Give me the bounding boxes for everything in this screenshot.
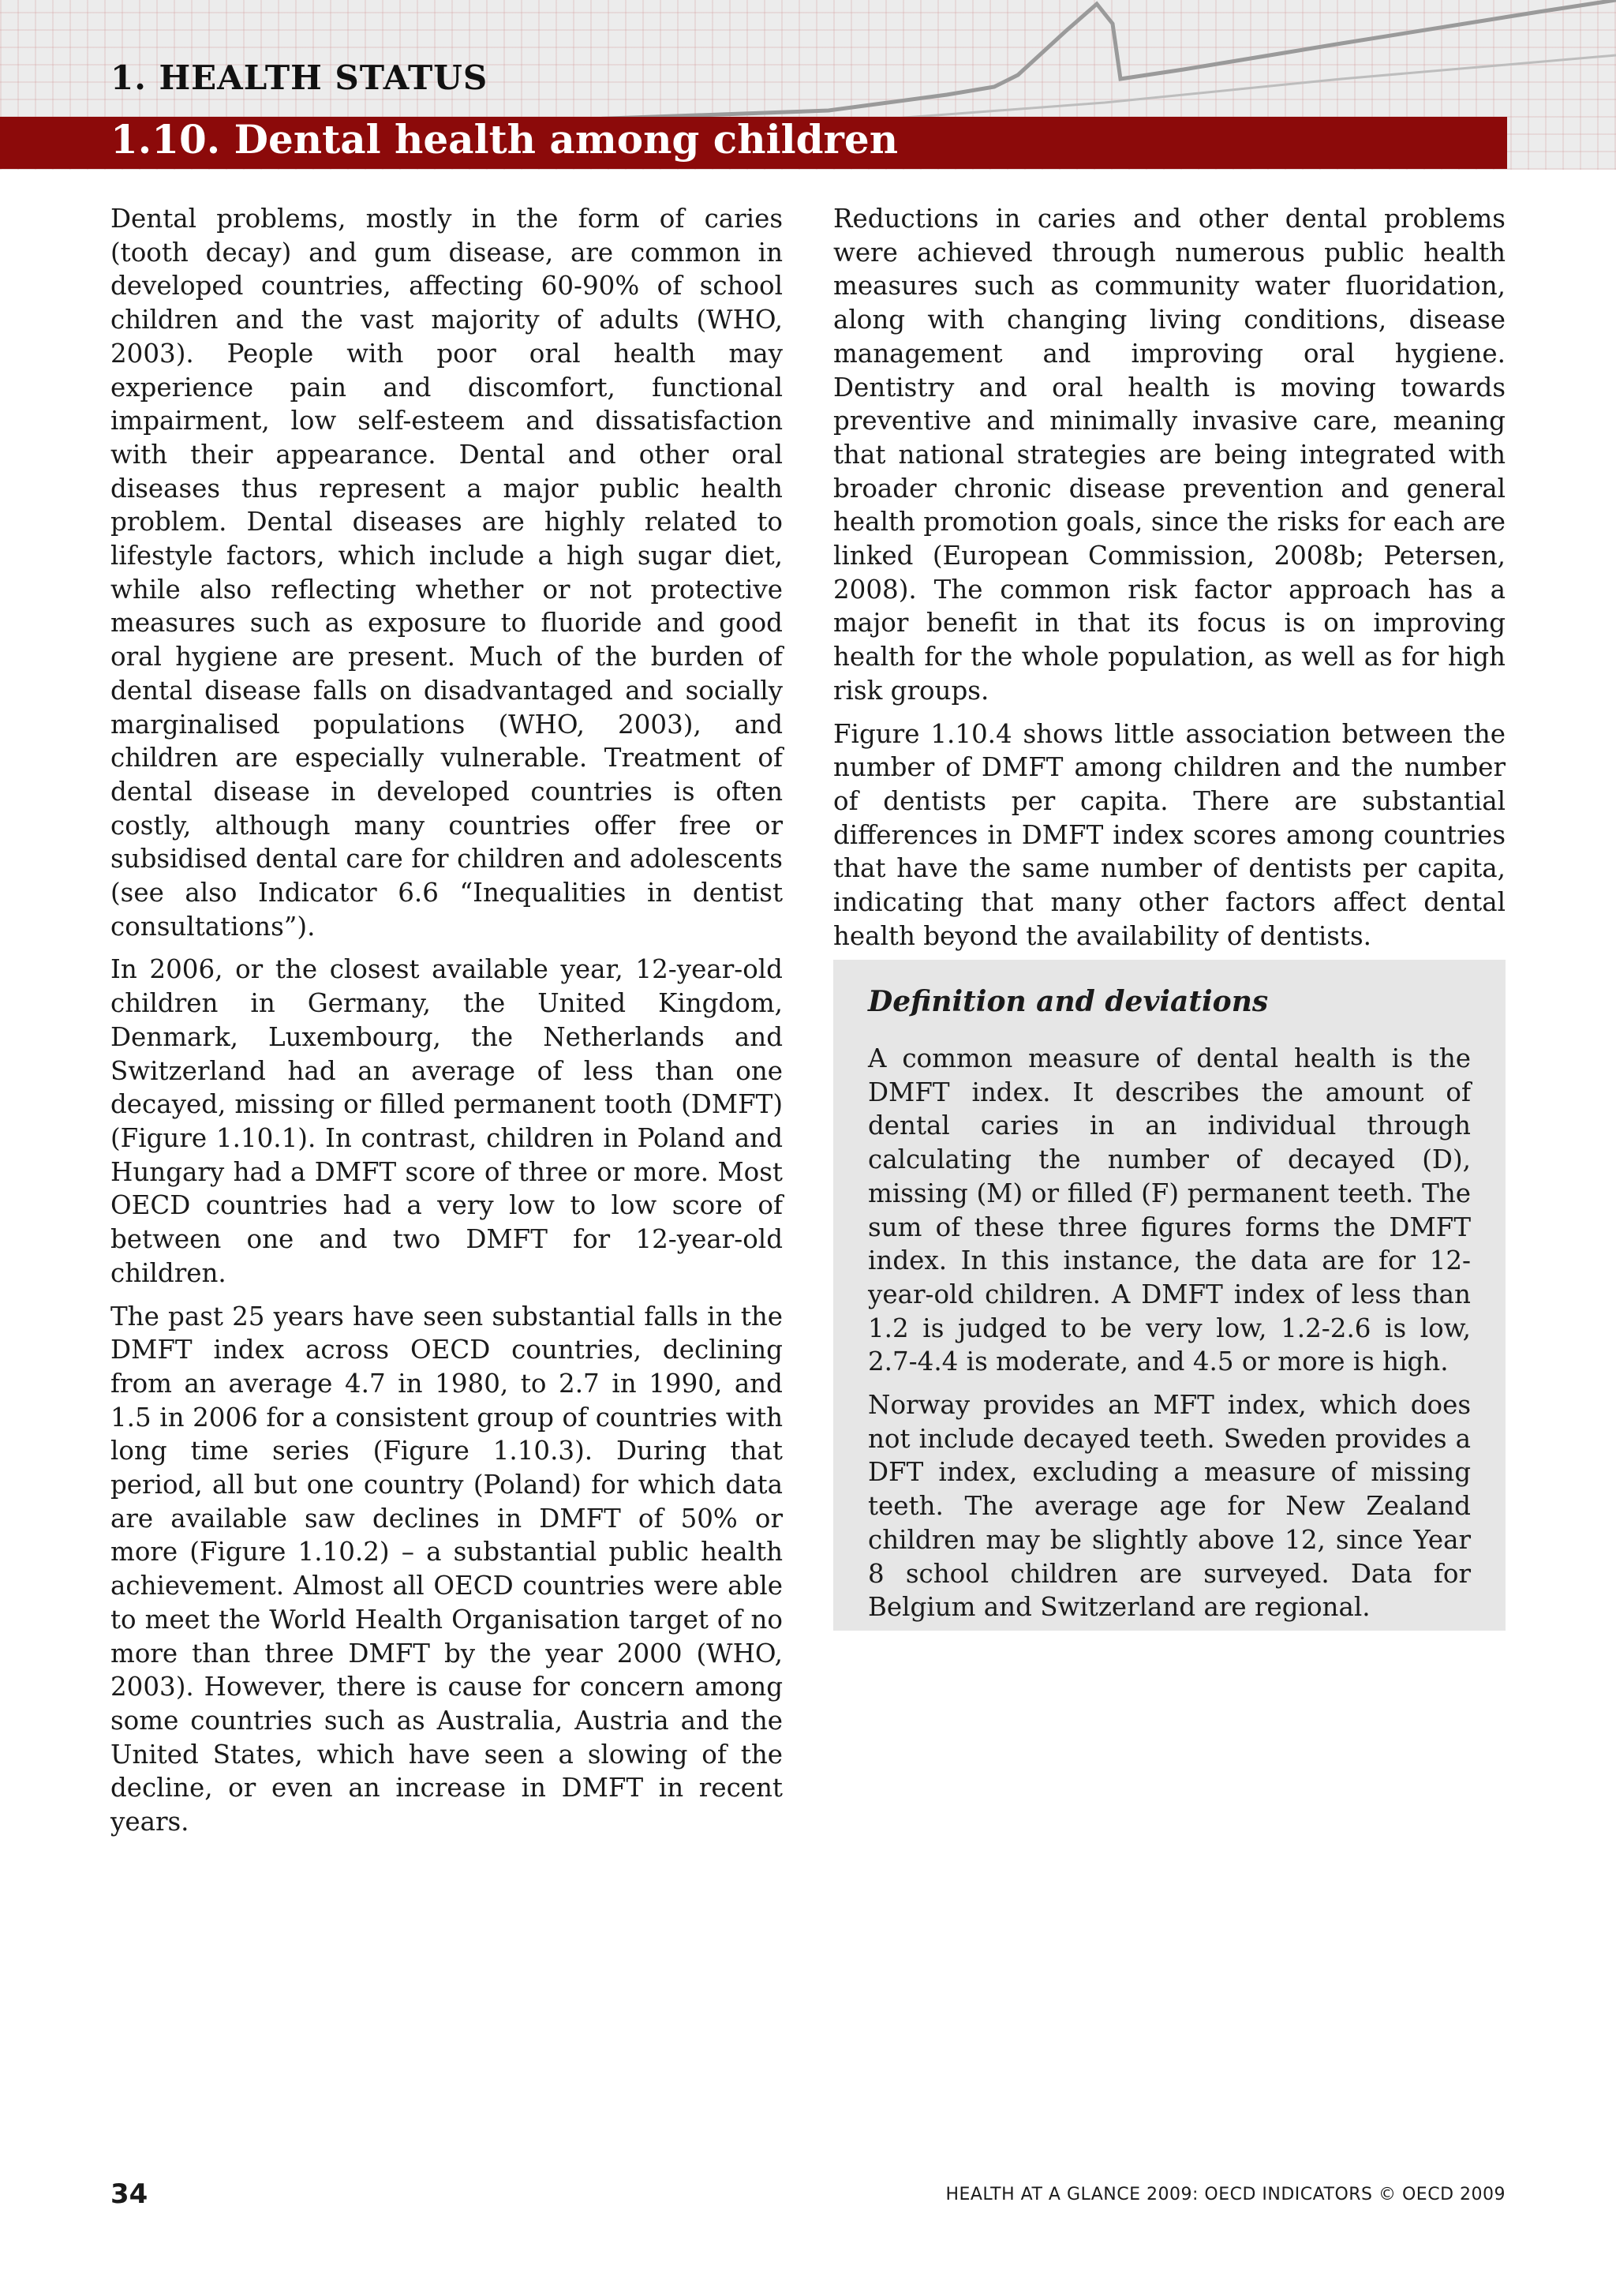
definition-box-title: Definition and deviations xyxy=(868,985,1269,1018)
right-column xyxy=(833,202,1506,962)
definition-box xyxy=(833,960,1506,1631)
body-paragraph: The past 25 years have seen substantial falls in the DMFT index across OECD countries, declining from an average 4.7 in 1980, to 2.7 in 1990, and 1.5 in 2006 for a consistent group of countries with long time series (Figure 1.10.3). During that period, all but one country (Poland) for which data are available saw declines in DMFT of 50% or more (Figure 1.10.2) – a substantial public health achievement. Almost all OECD countries were able to meet the World Health Organisation target of no more than three DMFT by the year 2000 (WHO, 2003). However, there is cause for concern among some countries such as Australia, Austria and the United States, which have seen a slowing of the decline, or even an increase in DMFT in recent years. xyxy=(110,1301,783,1837)
page-number: 34 xyxy=(110,2178,148,2210)
body-paragraph: Dental problems, mostly in the form of caries (tooth decay) and gum disease, are common in developed countries, affecting 60-90% of school children and the vast majority of adults (WHO, 2003). People with poor oral health may experience pain and discomfort, functional impairment, low self-esteem and dissatisfaction with their appearance. Dental and other oral diseases thus represent a major public health problem. Dental diseases are highly related to lifestyle factors, which include a high sugar diet, while also reflecting whether or not protective measures such as exposure to fluoride and good oral hygiene are present. Much of the burden of dental disease falls on disadvantaged and socially marginalised populations (WHO, 2003), and children are especially vulnerable. Treatment of dental disease in developed countries is often costly, although many countries offer free or subsidised dental care for children and adolescents (see also Indicator 6.6 “Inequalities in dentist consultations”). xyxy=(110,204,783,942)
section-label: 1. HEALTH STATUS xyxy=(110,58,488,97)
page-title: 1.10. Dental health among children xyxy=(110,116,899,163)
body-paragraph: Figure 1.10.4 shows little association between the number of DMFT among children and the number of dentists per capita. There are substantial differences in DMFT index scores among countries that have the same number of dentists per capita, indicating that many other factors affect dental health beyond the availability of dentists. xyxy=(833,718,1506,951)
body-paragraph: Reductions in caries and other dental problems were achieved through numerous public health measures such as community water fluoridation, along with changing living conditions, disease management and improving oral hygiene. Dentistry and oral health is moving towards preventive and minimally invasive care, meaning that national strategies are being integrated with broader chronic disease prevention and general health promotion goals, since the risks for each are linked (European Commission, 2008b; Petersen, 2008). The common risk factor approach has a major benefit in that its focus is on improving health for the whole population, as well as for high risk groups. xyxy=(833,204,1506,706)
definition-paragraph: A common measure of dental health is the DMFT index. It describes the amount of dental caries in an individual through calculating the number of decayed (D), missing (M) or filled (F) permanent teeth. The sum of these three figures forms the DMFT index. In this instance, the data are for 12-year-old children. A DMFT index of less than 1.2 is judged to be very low, 1.2-2.6 is low, 2.7-4.4 is moderate, and 4.5 or more is high. xyxy=(868,1043,1471,1377)
body-paragraph: In 2006, or the closest available year, 12-year-old children in Germany, the United Kingdom, Denmark, Luxembourg, the Netherlands and Switzerland had an average of less than one decayed, missing or filled permanent tooth (DMFT) (Figure 1.10.1). In contrast, children in Poland and Hungary had a DMFT score of three or more. Most OECD countries had a very low to low score of between one and two DMFT for 12-year-old children. xyxy=(110,954,783,1288)
left-column xyxy=(110,202,783,1848)
footer-publication: HEALTH AT A GLANCE 2009: OECD INDICATORS © OECD 2009 xyxy=(945,2185,1506,2204)
definition-paragraph: Norway provides an MFT index, which does not include decayed teeth. Sweden provides a DFT index, excluding a measure of missing teeth. The average age for New Zealand children may be slightly above 12, since Year 8 school children are surveyed. Data for Belgium and Switzerland are regional. xyxy=(868,1390,1471,1623)
